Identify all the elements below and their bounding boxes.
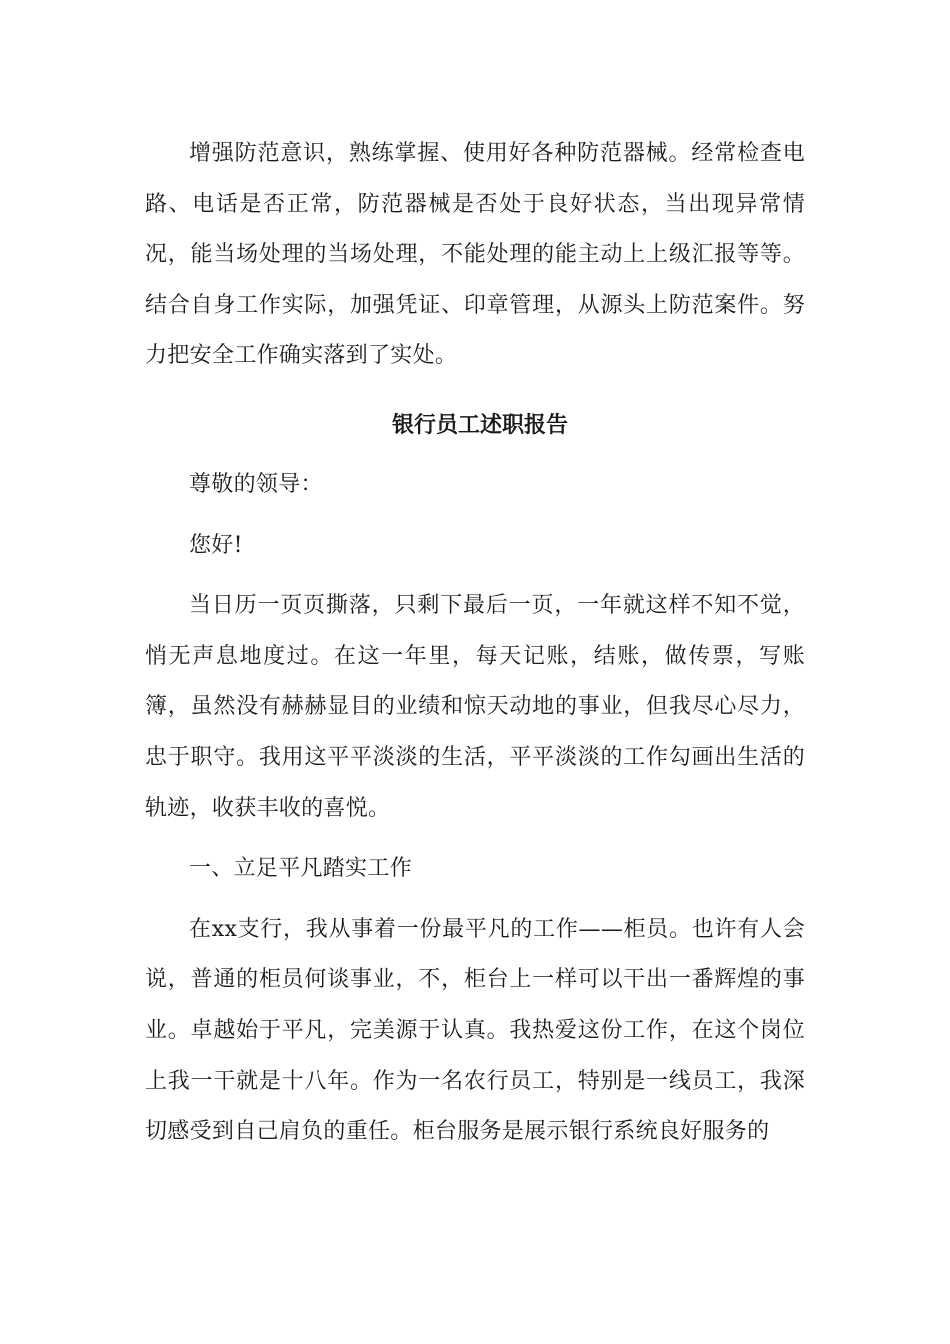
section-heading-1: 一、立足平凡踏实工作 [189, 856, 413, 882]
greeting: 您好! [189, 532, 243, 558]
body-paragraph-1: 当日历一页页撕落，只剩下最后一页，一年就这样不知不觉，悄无声息地度过。在这一年里，每天记账，结账，做传票，写账簿，虽然没有赫赫显目的业绩和惊天动地的事业，但我尽心尽力，忠于职守。我用这平平淡淡的生活，平平淡淡的工作勾画出生活的轨迹，收获丰收的喜悦。 [145, 593, 805, 821]
document-title: 银行员工述职报告 [391, 411, 568, 438]
intro-paragraph: 增强防范意识，熟练掌握、使用好各种防范器械。经常检查电路、电话是否正常，防范器械是否处于良好状态，当出现异常情况，能当场处理的当场处理，不能处理的能主动上上级汇报等等。结合自身工作实际，加强凭证、印章管理，从源头上防范案件。努力把安全工作确实落到了实处。 [145, 141, 805, 369]
document-body [145, 129, 805, 1158]
salutation: 尊敬的领导： [189, 471, 323, 497]
body-paragraph-2: 在xx支行，我从事着一份最平凡的工作——柜员。也许有人会说，普通的柜员何谈事业，不，柜台上一样可以干出一番辉煌的事业。卓越始于平凡，完美源于认真。我热爱这份工作，在这个岗位上我一干就是十八年。作为一名农行员工，特别是一线员工，我深切感受到自己肩负的重任。柜台服务是展示银行系统良好服务的 [145, 916, 805, 1145]
